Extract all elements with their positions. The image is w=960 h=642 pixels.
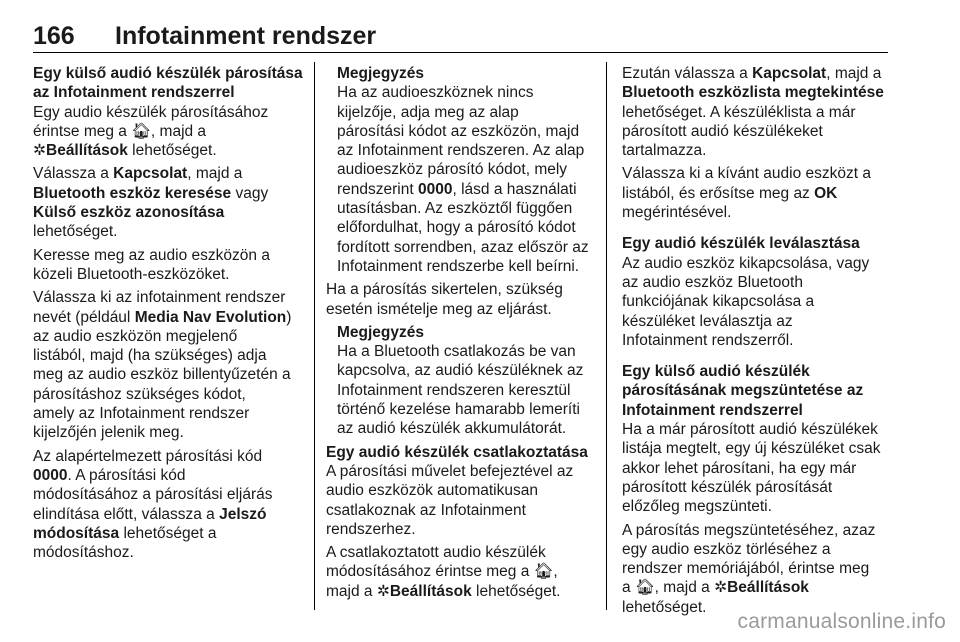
paragraph: Válassza ki az infotainment rendszer nevét (például Media Nav Evolution) az audio eszközön megjelenő listából, majd (ha szükséges) adja meg az audio eszköz billentyűzetén a párosításhoz szükséges kódot, amely az Infotainment rendszer kijelzőjén jelenik meg. <box>33 289 292 442</box>
paragraph: A csatlakoztatott audio készülék módosításához érintse meg a 🏠︎, majd a ✲Beállítások lehetőséget. <box>326 544 561 600</box>
paragraph: Keresse meg az audio eszközön a közeli Bluetooth-eszközöket. <box>33 246 270 283</box>
watermark: carmanualsonline.info <box>737 610 946 633</box>
header-divider <box>33 52 888 53</box>
page-title: Infotainment rendszer <box>115 22 377 50</box>
page-header <box>33 22 919 52</box>
note-title: Megjegyzés <box>337 323 425 341</box>
paragraph: Válassza ki a kívánt audio eszközt a listából, és erősítse meg az OK megérintésével. <box>622 165 871 222</box>
paragraph: A párosítási művelet befejeztével az audio eszközök automatikusan csatlakoznak az Infotainment rendszerhez. <box>326 462 574 538</box>
paragraph: Ha a már párosított audió készülékek listája megtelt, egy új készüléket csak akkor lehet párosítani, ha egy már párosított készülék párosítását előzőleg megszünteti. <box>622 421 881 516</box>
note-box: Megjegyzés Ha az audioeszköznek nincs kijelzője, adja meg az alap párosítási kódot az eszközön, majd az Infotainment rendszeren. Az alap audioeszköz párosító kódot, mely rendszerint 0000, lásd a használati utasításban. Az eszköztől függően előfordulhat, hogy a párosító kódot fordított sorrendben, azaz először az Infotainment rendszerbe kell beírni. <box>326 64 600 276</box>
column-3 <box>622 64 892 621</box>
note-title: Megjegyzés <box>337 65 425 82</box>
gear-icon: ✲ <box>376 582 390 600</box>
column-1 <box>33 64 308 566</box>
paragraph: Ezután válassza a Kapcsolat, majd a Bluetooth eszközlista megtekintése lehetőséget. A készüléklista a már párosított audió készülékeket tartalmazza. <box>622 65 884 160</box>
paragraph: Válassza a Kapcsolat, majd a Bluetooth eszköz keresése vagy Külső eszköz azonosítása lehetőséget. <box>33 165 269 241</box>
column-divider-2 <box>606 62 607 610</box>
paragraph: Az audio eszköz kikapcsolása, vagy az audio eszköz Bluetooth funkciójának kikapcsolása a készüléket leválasztja az Infotainment rendszerről. <box>622 254 870 349</box>
home-icon: 🏠︎ <box>131 122 151 140</box>
column-divider-1 <box>314 62 315 610</box>
section-heading-disconnect: Egy audió készülék leválasztása <box>622 235 860 253</box>
column-2 <box>326 64 600 605</box>
paragraph: Az alapértelmezett párosítási kód 0000. A párosítási kód módosításához a párosítási eljárás elindítása előtt, válassza a Jelszó módosítása lehetőséget a módosításhoz. <box>33 447 273 562</box>
section-heading-connect: Egy audió készülék csatlakoztatása <box>326 443 588 461</box>
page-number: 166 <box>33 22 75 50</box>
gear-icon: ✲ <box>714 579 728 597</box>
paragraph: Ha a párosítás sikertelen, szükség esetén ismételje meg az eljárást. <box>326 281 563 318</box>
paragraph: Egy audio készülék párosításához érintse meg a 🏠︎, majd a ✲Beállítások lehetőséget. <box>33 103 269 160</box>
gear-icon: ✲ <box>33 142 46 160</box>
section-heading-unpair: Egy külső audió készülék párosításának megszüntetése az Infotainment rendszerrel <box>622 363 864 419</box>
section-heading-pairing: Egy külső audió készülék párosítása az Infotainment rendszerrel <box>33 65 303 102</box>
note-box: Megjegyzés Ha a Bluetooth csatlakozás be van kapcsolva, az audió készüléknek az Infotainment rendszeren keresztül történő kezelése hamarabb lemeríti az audió készülék akkumulátorát. <box>326 323 600 439</box>
paragraph: A párosítás megszüntetéséhez, azaz egy audio eszköz törléséhez a rendszer memóriájából, érintse meg a 🏠︎, majd a ✲Beállítások lehetőséget. <box>622 521 876 616</box>
home-icon: 🏠︎ <box>533 563 554 581</box>
home-icon: 🏠︎ <box>634 579 655 597</box>
